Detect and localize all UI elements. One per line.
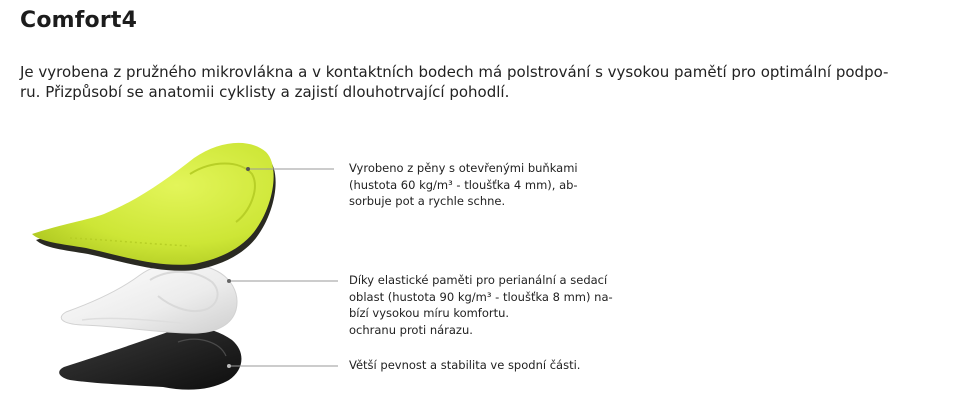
callout-line: Vyrobeno z pěny s otevřenými buňkami (349, 161, 578, 175)
bottom-base-layer (59, 327, 241, 389)
page-title: Comfort4 (20, 8, 138, 33)
top-foam-layer (32, 143, 276, 271)
callout-line: ochranu proti nárazu. (349, 322, 473, 337)
callout-middle-memory (349, 272, 613, 338)
callout-line: Větší pevnost a stabilita ve spodní části. (349, 358, 581, 372)
callout-line: Díky elastické paměti pro perianální a sedací (349, 273, 608, 287)
callout-line: bízí vysokou míru komfortu. (349, 306, 510, 320)
callout-line: oblast (hustota 90 kg/m³ - tloušťka 8 mm) na- (349, 289, 613, 304)
callout-line: (hustota 60 kg/m³ - tloušťka 4 mm), ab- (349, 177, 578, 192)
leader-dot-top (246, 167, 250, 171)
intro-paragraph (20, 62, 950, 102)
callout-top-foam (349, 160, 578, 210)
leader-dot-middle (227, 279, 231, 283)
callout-line: sorbuje pot a rychle schne. (349, 194, 506, 208)
chamois-layers-figure (0, 130, 960, 415)
middle-memory-layer (61, 262, 237, 333)
intro-line: ru. Přizpůsobí se anatomii cyklisty a zajistí dlouhotrvající pohodlí. (20, 83, 510, 101)
intro-line: Je vyrobena z pružného mikrovlákna a v kontaktních bodech má polstrování s vysokou pamětí pro optimální podpo- (20, 63, 889, 81)
callout-bottom-base (349, 357, 580, 374)
leader-dot-bottom (227, 364, 231, 368)
